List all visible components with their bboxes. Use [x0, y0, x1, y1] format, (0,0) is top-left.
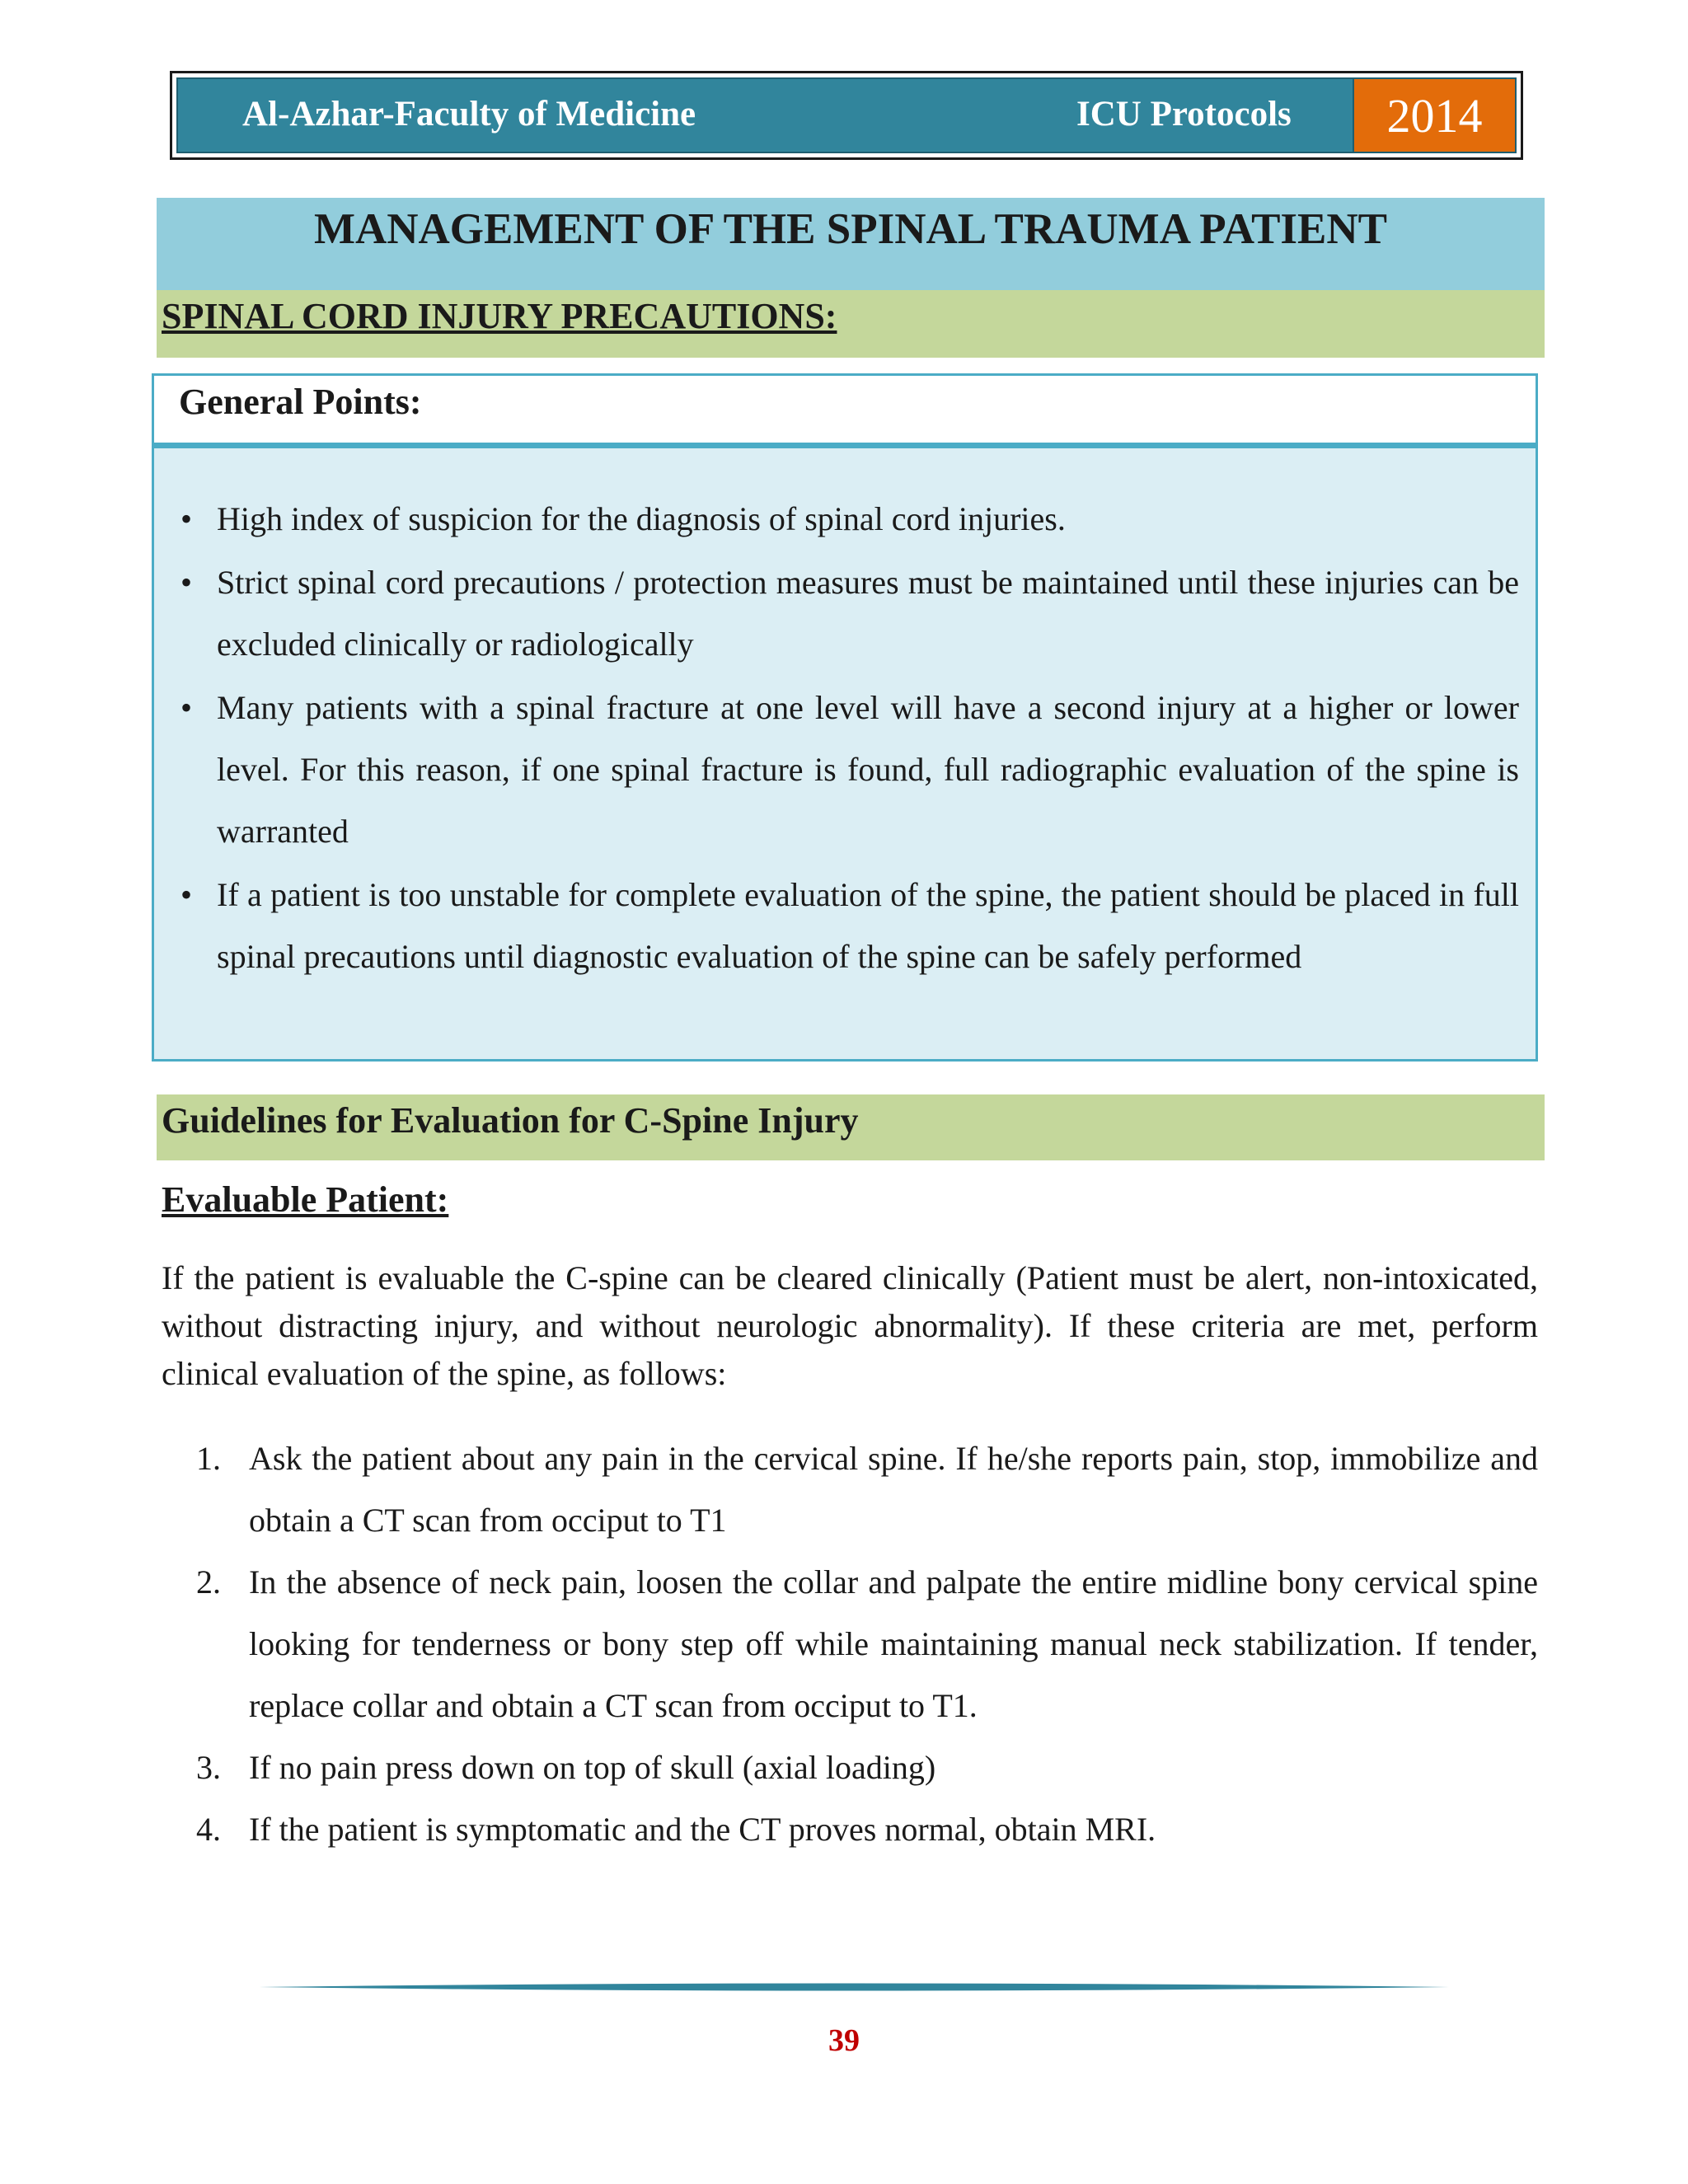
general-points-list — [154, 448, 1536, 987]
header-year: 2014 — [1353, 79, 1515, 152]
header-bar — [176, 77, 1517, 153]
list-item: 4. If the patient is symptomatic and the CT proves normal, obtain MRI. — [162, 1798, 1538, 1860]
guidelines-heading-band — [157, 1094, 1545, 1160]
general-points-title-box — [152, 373, 1538, 445]
list-item: • Strict spinal cord precautions / protection measures must be maintained until these injuries can be excluded clinically or radiologically — [154, 551, 1519, 675]
section-heading-band — [157, 290, 1545, 358]
step-number: 1. — [196, 1440, 221, 1477]
bullet-icon: • — [181, 689, 193, 726]
list-item: 1. Ask the patient about any pain in the cervical spine. If he/she reports pain, stop, immobilize and obtain a CT scan from occiput to T1 — [162, 1427, 1538, 1551]
general-points-box — [152, 445, 1538, 1062]
page-title: MANAGEMENT OF THE SPINAL TRAUMA PATIENT — [313, 205, 1388, 253]
list-item: • If a patient is too unstable for complete evaluation of the spine, the patient should be placed in full spinal precautions until diagnostic evaluation of the spine can be safely performed — [154, 864, 1519, 987]
list-item: 2. In the absence of neck pain, loosen the collar and palpate the entire midline bony cervical spine looking for tenderness or bony step off while maintaining manual neck stabilization. If tender, replace collar and obtain a CT scan from occiput to T1. — [162, 1551, 1538, 1736]
evaluable-patient-intro: If the patient is evaluable the C-spine can be cleared clinically (Patient must be alert, non-intoxicated, without distracting injury, and without neurologic abnormality). If these criteria are met, perform clinical evaluation of the spine, as follows: — [162, 1259, 1538, 1392]
list-item: 3. If no pain press down on top of skull (axial loading) — [162, 1736, 1538, 1798]
general-points-title: General Points: — [179, 382, 422, 422]
section-heading-precautions: SPINAL CORD INJURY PRECAUTIONS: — [162, 296, 837, 336]
step-number: 3. — [196, 1749, 221, 1786]
header-publication: ICU Protocols — [1076, 95, 1292, 134]
header-institution: Al-Azhar-Faculty of Medicine — [242, 95, 696, 134]
step-number: 4. — [196, 1811, 221, 1848]
list-item: • High index of suspicion for the diagnosis of spinal cord injuries. — [154, 488, 1519, 550]
bullet-icon: • — [181, 564, 193, 601]
bullet-icon: • — [181, 876, 193, 913]
step-number: 2. — [196, 1563, 221, 1601]
guidelines-heading: Guidelines for Evaluation for C-Spine Injury — [162, 1100, 859, 1141]
running-header — [170, 71, 1523, 160]
footer-divider — [259, 1980, 1449, 1994]
page-title-band — [157, 198, 1545, 290]
page-number: 39 — [828, 2023, 860, 2058]
evaluation-steps-list — [162, 1427, 1538, 1860]
list-item: • Many patients with a spinal fracture at one level will have a second injury at a higher or lower level. For this reason, if one spinal fracture is found, full radiographic evaluation of the spine is warranted — [154, 677, 1519, 862]
bullet-icon: • — [181, 500, 193, 537]
evaluable-patient-heading: Evaluable Patient: — [162, 1179, 449, 1220]
